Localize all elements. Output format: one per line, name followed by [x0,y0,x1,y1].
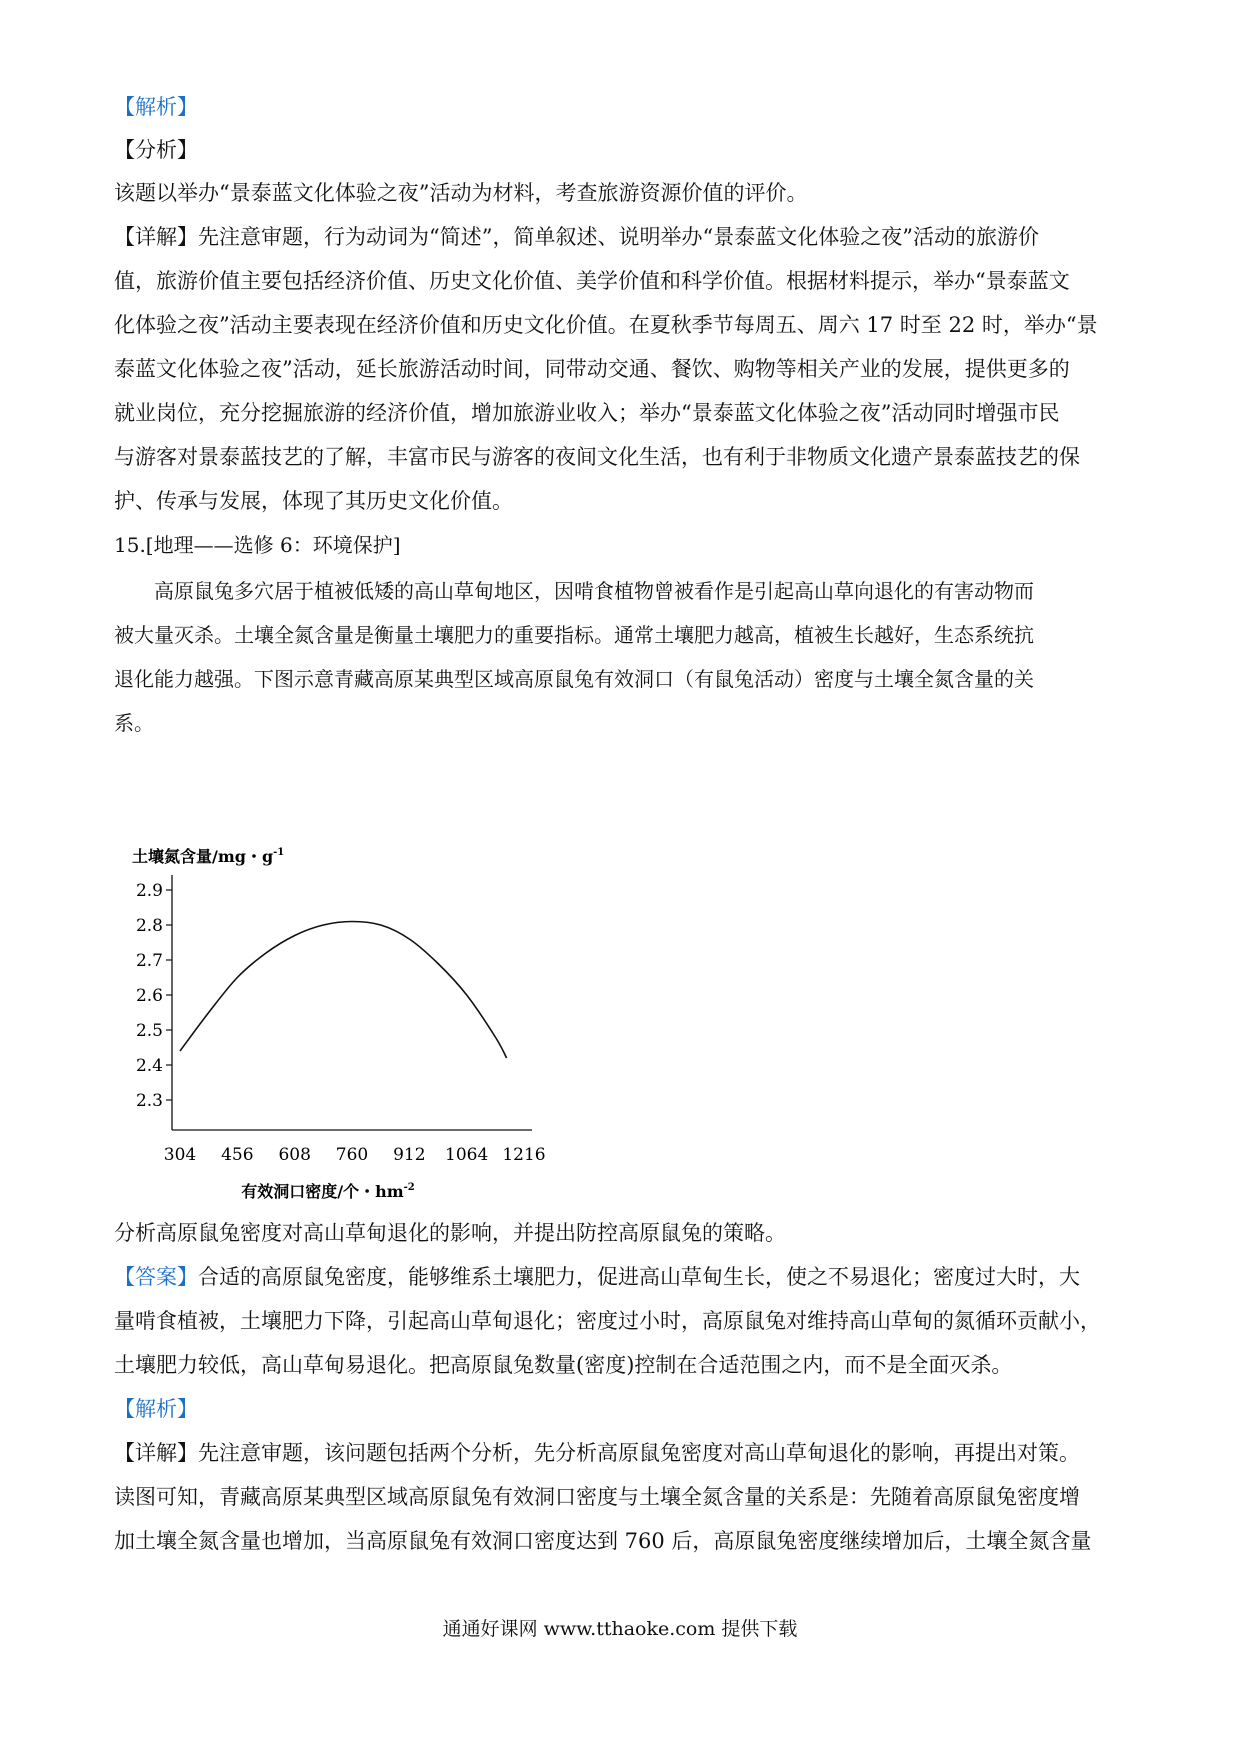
x-tick-label: 304 [163,1145,197,1165]
detail-line: 泰蓝文化体验之夜”活动，延长旅游活动时间，同带动交通、餐饮、购物等相关产业的发展，提供更多的 [114,357,1070,381]
y-tick-label: 2.5 [135,1021,163,1041]
detail-text: 先注意审题，行为动词为“简述”，简单叙述、说明举办“景泰蓝文化体验之夜”活动的旅游价 [198,225,1039,249]
detail2-line: 读图可知，青藏高原某典型区域高原鼠兔有效洞口密度与土壤全氮含量的关系是：先随着高原鼠兔密度增 [114,1485,1080,1509]
nitrogen-density-chart [110,840,570,1210]
x-tick-label: 760 [335,1145,369,1165]
jiexi-heading: 【解析】 [114,95,198,119]
y-tick-label: 2.7 [135,951,163,971]
x-tick-label: 912 [393,1145,426,1165]
detail-line: 化体验之夜”活动主要表现在经济价值和历史文化价值。在夏秋季节每周五、周六 17 时至 22 时，举办“景 [114,313,1098,337]
y-tick-label: 2.6 [135,986,163,1006]
question-line: 被大量灭杀。土壤全氮含量是衡量土壤肥力的重要指标。通常土壤肥力越高，植被生长越好，生态系统抗 [114,623,1034,647]
x-tick-label: 608 [278,1145,311,1165]
detail-line: 值，旅游价值主要包括经济价值、历史文化价值、美学价值和科学价值。根据材料提示，举办“景泰蓝文 [114,269,1070,293]
detail-line-1 [114,222,1134,252]
question-header: 15.[地理——选修 6：环境保护] [114,533,401,557]
y-axis-label-superscript: -1 [273,847,285,858]
jiexi-heading-2: 【解析】 [114,1397,198,1421]
x-axis-label-superscript: -2 [403,1182,415,1193]
y-tick-label: 2.8 [135,916,163,936]
y-tick-label: 2.3 [135,1091,163,1111]
detail2-line-1 [114,1438,1134,1468]
answer-tag: 【答案】 [114,1265,198,1289]
detail2-line: 加土壤全氮含量也增加，当高原鼠兔有效洞口密度达到 760 后，高原鼠兔密度继续增加后，土壤全氮含量 [114,1529,1092,1553]
detail-line: 就业岗位，充分挖掘旅游的经济价值，增加旅游业收入；举办“景泰蓝文化体验之夜”活动同时增强市民 [114,401,1060,425]
question-line: 系。 [114,711,154,735]
question-line: 高原鼠兔多穴居于植被低矮的高山草甸地区，因啃食植物曾被看作是引起高山草向退化的有害动物而 [154,579,1034,603]
page-footer: 通通好课网 www.tthaoke.com 提供下载 [442,1618,798,1640]
x-tick-label: 1216 [502,1145,546,1165]
fenxi-heading: 【分析】 [114,138,198,162]
x-axis-label: 有效洞口密度/个・$hm^{-2}$ [241,1182,415,1201]
answer-line-1 [114,1262,1134,1292]
series-curve [180,922,507,1059]
y-tick-label: 2.9 [135,881,163,901]
xiangjie-tag-2: 【详解】 [114,1441,198,1465]
detail2-text: 先注意审题，该问题包括两个分析，先分析高原鼠兔密度对高山草甸退化的影响，再提出对策。 [198,1441,1080,1465]
detail-line: 护、传承与发展，体现了其历史文化价值。 [114,489,513,513]
answer-text: 合适的高原鼠兔密度，能够维系土壤肥力，促进高山草甸生长，使之不易退化；密度过大时，大 [198,1265,1080,1289]
xiangjie-tag: 【详解】 [114,225,198,249]
y-axis-label: 土壤氮含量/mg・$g^{-1}$ [132,847,285,866]
question-prompt: 分析高原鼠兔密度对高山草甸退化的影响，并提出防控高原鼠兔的策略。 [114,1221,786,1245]
question-line: 退化能力越强。下图示意青藏高原某典型区域高原鼠兔有效洞口（有鼠兔活动）密度与土壤全氮含量的关 [114,667,1034,691]
x-tick-label: 1064 [445,1145,489,1165]
x-tick-label: 456 [221,1145,254,1165]
y-tick-label: 2.4 [135,1056,163,1076]
intro-line: 该题以举办“景泰蓝文化体验之夜”活动为材料，考查旅游资源价值的评价。 [114,181,808,205]
answer-line: 量啃食植被，土壤肥力下降，引起高山草甸退化；密度过小时，高原鼠兔对维持高山草甸的氮循环贡献小， [114,1309,1101,1333]
detail-line: 与游客对景泰蓝技艺的了解，丰富市民与游客的夜间文化生活，也有利于非物质文化遗产景泰蓝技艺的保 [114,445,1080,469]
answer-line: 土壤肥力较低，高山草甸易退化。把高原鼠兔数量(密度)控制在合适范围之内，而不是全面灭杀。 [114,1353,1013,1377]
